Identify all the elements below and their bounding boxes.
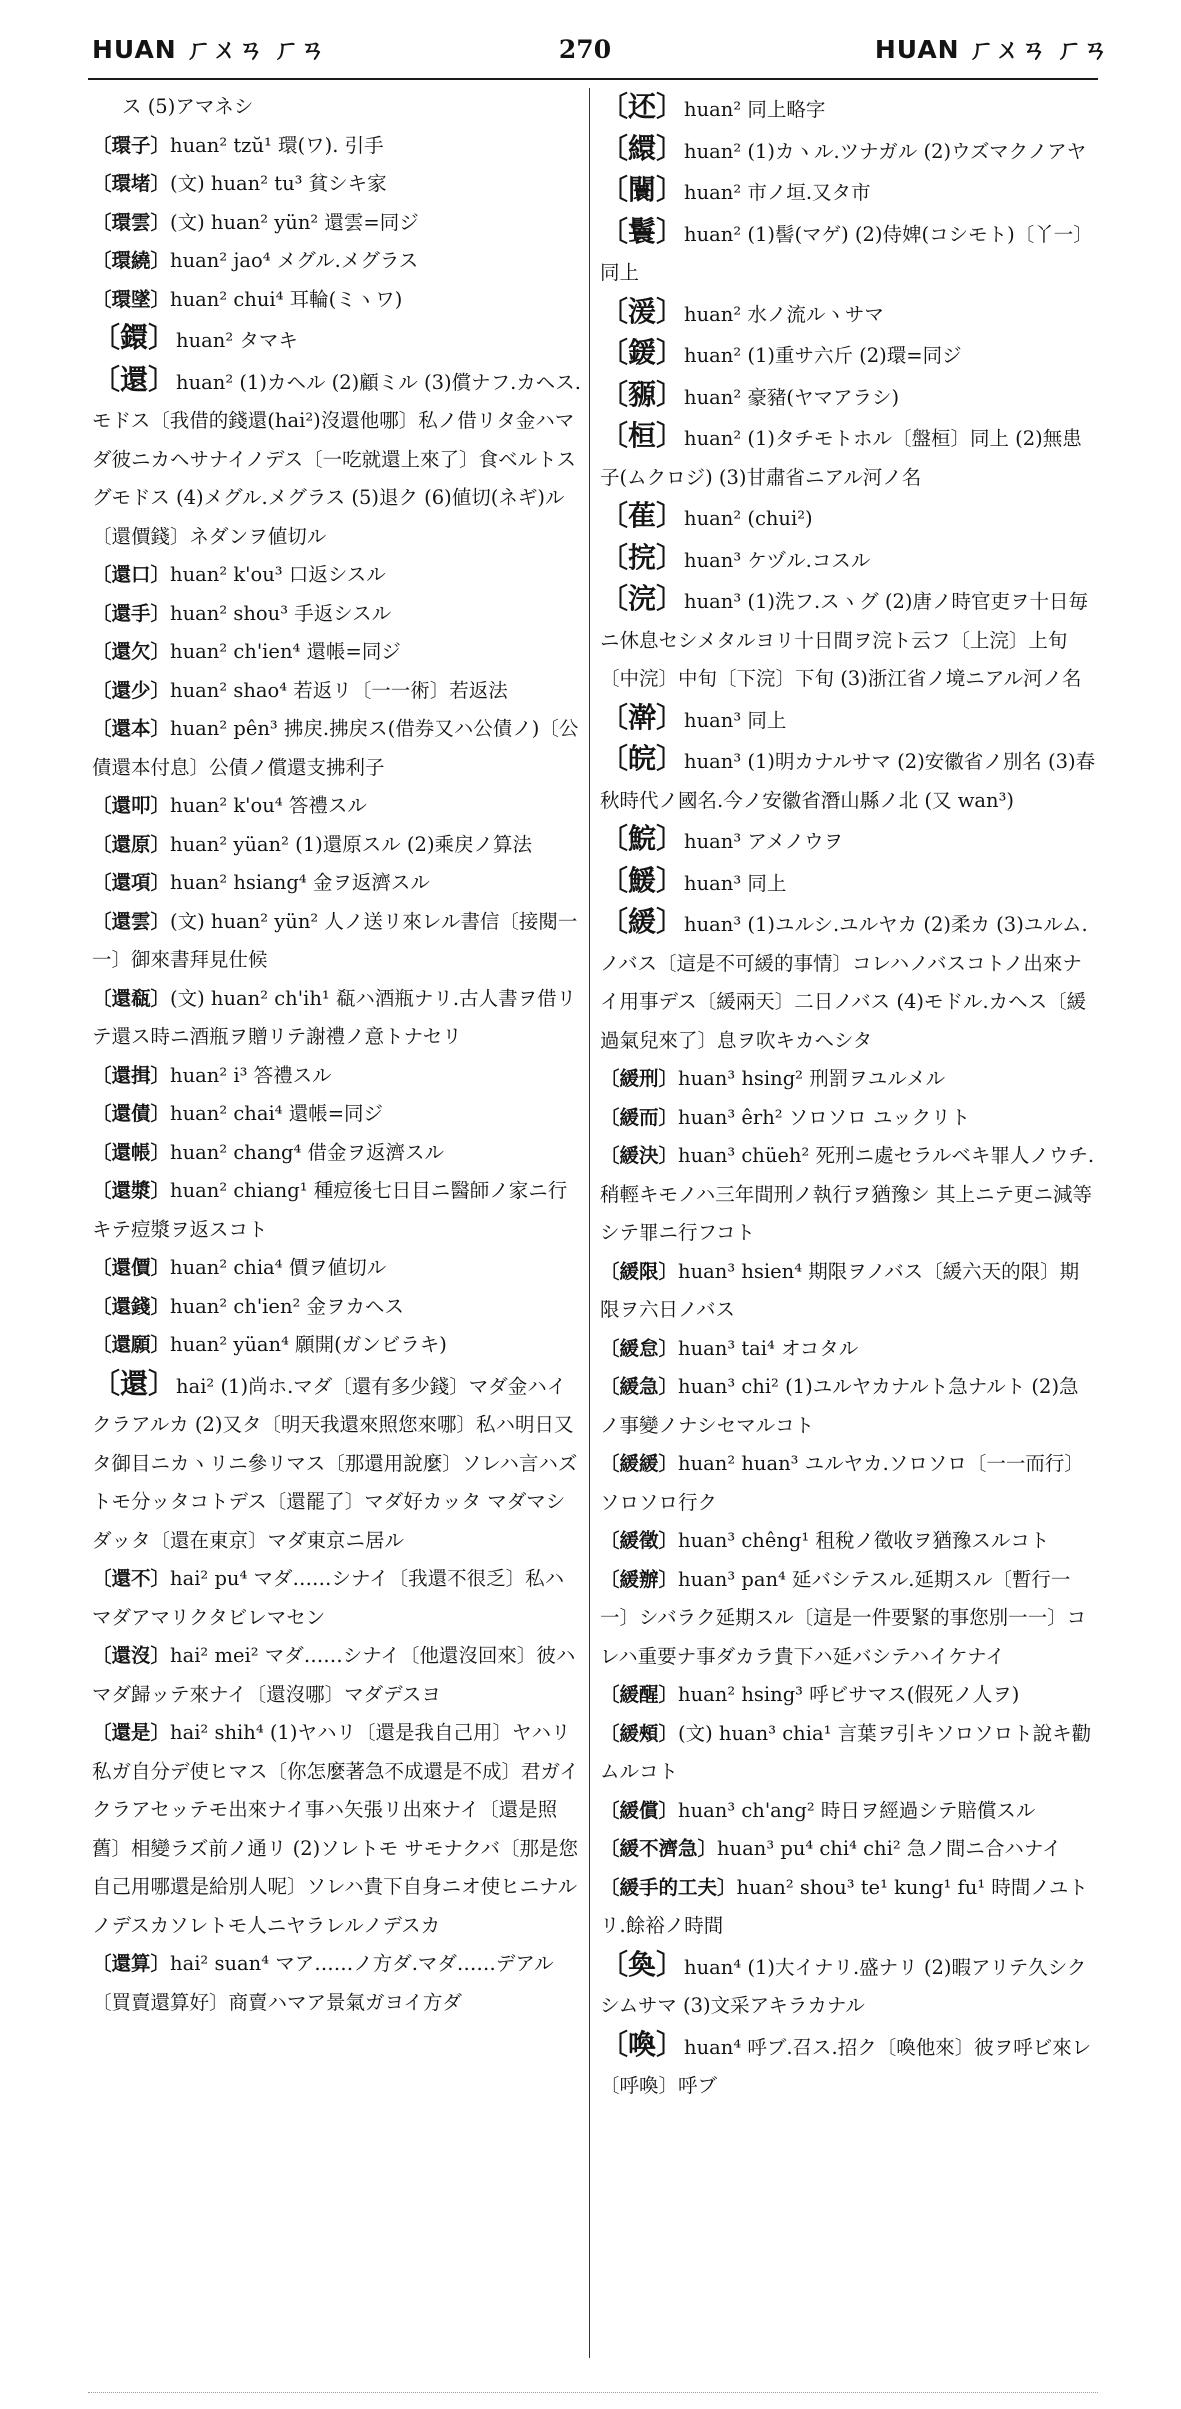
entry-headword: 〔皖〕 [600,742,685,775]
entry-definition: huan² (1)タチモトホル〔盤桓〕同上 (2)無患子(ムクロジ) (3)甘肅省ニアル河ノ名 [600,427,1082,489]
dictionary-entry [600,171,1098,213]
dictionary-entry [92,787,582,826]
entry-headword: 〔緩怠〕 [600,1336,679,1360]
entry-headword: 〔桓〕 [600,419,685,452]
entry-definition: huan² shao⁴ 若返リ〔一一術〕若返法 [170,678,508,702]
entry-definition: huan³ (1)洗フ.スヽグ (2)唐ノ時官吏ヲ十日毎ニ休息セシメタルヨリ十日間ヲ浣ト云フ〔上浣〕上旬〔中浣〕中旬〔下浣〕下旬 (3)浙江省ノ境ニアル河ノ名 [600,590,1088,690]
dictionary-entry [600,903,1098,1060]
entry-headword: 〔奐〕 [600,1947,685,1981]
entry-headword: 〔還不〕 [92,1567,171,1590]
entry-definition: huan⁴ 呼ブ.召ス.招ク〔喚他來〕彼ヲ呼ビ來レ〔呼喚〕呼ブ [600,2035,1092,2097]
dictionary-entry [92,1057,582,1096]
right-column [600,88,1098,2358]
entry-definition: huan³ tai⁴ オコタル [678,1336,859,1360]
entry-definition: huan² yüan⁴ 願開(ガンビラキ) [170,1333,447,1356]
dictionary-entry [600,1330,1098,1369]
entry-definition: huan² hsing³ 呼ビサマス(假死ノ人ヲ) [678,1683,1020,1706]
entry-headword: 〔緩而〕 [600,1105,679,1129]
entry-headword: 〔還〕 [92,1366,177,1400]
dictionary-entry [600,1368,1098,1445]
entry-headword: 〔還願〕 [92,1333,171,1356]
entry-headword: 〔還瓻〕 [92,986,171,1010]
entry-headword: 〔緩辦〕 [600,1567,679,1591]
entry-definition: huan² huan³ ユルヤカ.ソロソロ〔一一而行〕ソロソロ行ク [600,1452,1084,1514]
entry-definition: huan² shou³ 手返シスル [170,601,392,625]
dictionary-entry [92,165,582,204]
dictionary-entry [600,1253,1098,1330]
entry-definition: hai² pu⁴ マダ……シナイ〔我還不很乏〕私ハマダアマリクタビレマセン [92,1567,565,1629]
entry-definition: (文) huan² yün² 還雲=同ジ [170,210,419,234]
entry-headword: 〔還少〕 [92,678,171,702]
entry-definition: huan² (1)カヽル.ツナガル (2)ウズマクノアヤ [684,139,1087,163]
dictionary-entry [600,213,1098,293]
entry-headword: 〔萑〕 [600,499,685,532]
entry-definition: hai² suan⁴ マア……ノ方ダ.マダ……デアル〔買賣還算好〕商賣ハマア景氣ガヨイ方ダ [92,1952,554,2014]
entry-headword: 〔還是〕 [92,1721,171,1744]
entry-definition: huan³ ch'ang² 時日ヲ經過シテ賠償スル [678,1798,1036,1822]
entry-headword: 〔緩〕 [600,905,685,938]
entry-headword: 〔還價〕 [92,1256,171,1279]
dictionary-entry [600,539,1098,581]
dictionary-entry [92,1134,582,1173]
entry-definition: huan² chia⁴ 價ヲ値切ル [170,1256,387,1279]
dictionary-entry [600,699,1098,741]
entry-definition: (文) huan² tu³ 貧シキ家 [170,172,387,195]
dictionary-entry [92,242,582,281]
dictionary-entry [92,1365,582,1561]
dictionary-entry [92,361,582,557]
dictionary-entry [600,88,1098,130]
entry-headword: 〔還叩〕 [92,794,171,817]
dictionary-entry [600,1869,1098,1946]
dictionary-entry [600,2026,1098,2106]
entry-definition: huan² (1)カヘル (2)顧ミル (3)償ナフ.カヘス.モドス〔我借的錢還(hai²)沒還他哪〕私ノ借リタ金ハマダ彼ニカヘサナイノデス〔一吃就還上來了〕食ベルトスグモドス (4)メグル.メグラス (5)退ク (6)値切(ネギ)ル〔還價錢〕ネダンヲ値切ル [92,370,581,548]
entry-headword: 〔緩徵〕 [600,1529,679,1552]
entry-headword: 〔捖〕 [600,540,685,574]
entry-headword: 〔喚〕 [600,2027,685,2061]
header-rule [88,78,1098,80]
entry-definition: huan² (1)髻(マゲ) (2)侍婢(コシモト)〔丫一〕同上 [600,222,1093,284]
entry-headword: 〔還錢〕 [92,1294,171,1318]
entry-definition: hai² shih⁴ (1)ヤハリ〔還是我自己用〕ヤハリ私ガ自分デ使ヒマス〔你怎麼著急不成還是不成〕君ガイクラアセッテモ出來ナイ事ハ矢張リ出來ナイ〔還是照舊〕相變ラズ前ノ通リ (2)ソレトモ サモナクバ〔那是您自己用哪還是給別人呢〕ソレハ貴下自身ニオ使ヒニナルノデスカソレトモ人ニヤラレルノデスカ [92,1721,579,1937]
page-number: 270 [558,35,612,64]
entry-definition: huan² ch'ien² 金ヲカヘス [170,1294,405,1318]
entry-definition: huan² pên³ 拂戻.拂戻ス(借券又ハ公債ノ)〔公債還本付息〕公債ノ償還支拂利子 [92,717,579,779]
dictionary-entry [92,1326,582,1365]
entry-headword: 〔浣〕 [600,582,685,615]
running-header-left: HUAN ㄏㄨㄢ ㄏㄢ [92,35,327,64]
entry-headword: 〔還手〕 [92,601,171,625]
entry-definition: hai² (1)尚ホ.マダ〔還有多少錢〕マダ金ハイクラアルカ (2)又タ〔明天我還來照您來哪〕私ハ明日又タ御目ニカヽリニ參リマス〔那還用說麼〕ソレハ言ハズトモ分ッタコトデス〔還罷了〕マダ好カッタ マダマシダッタ〔還在東京〕マダ東京ニ居ル [92,1374,578,1552]
dictionary-entry [600,130,1098,172]
entry-definition: huan² タマキ [176,329,298,352]
entry-definition: huan² 同上略字 [684,98,826,121]
dictionary-entry [600,1522,1098,1561]
entry-definition: huan² shou³ te¹ kung¹ fu¹ 時間ノユトリ.餘裕ノ時間 [600,1875,1088,1937]
entry-headword: 〔還算〕 [92,1952,171,1975]
entry-headword: 〔還原〕 [92,832,171,856]
dictionary-entry [600,1946,1098,2026]
entry-headword: 〔還雲〕 [92,909,171,933]
entry-headword: 〔緩刑〕 [600,1067,679,1090]
dictionary-entry [600,334,1098,376]
entry-definition: huan² chang⁴ 借金ヲ返濟スル [170,1140,444,1164]
entry-definition: huan³ pu⁴ chi⁴ chi² 急ノ間ニ合ハナイ [717,1837,1062,1860]
entry-definition: huan³ hsing² 刑罰ヲユルメル [678,1067,946,1090]
dictionary-entry [92,826,582,865]
bottom-border [88,2392,1098,2393]
entry-definition: huan² tzŭ¹ 環(ワ). 引手 [170,133,384,157]
entry-headword: 〔緩醒〕 [600,1683,679,1706]
dictionary-entry [92,1249,582,1288]
entry-definition: huan³ hsien⁴ 期限ヲノバス〔緩六天的限〕期限ヲ六日ノバス [600,1259,1080,1321]
entry-headword: 〔還揖〕 [92,1063,171,1087]
dictionary-entry [600,417,1098,497]
entry-headword: 〔還欠〕 [92,640,171,663]
entry-definition: huan² hsiang⁴ 金ヲ返濟スル [170,871,430,894]
dictionary-entry [600,1060,1098,1099]
entry-headword: 〔鬟〕 [600,214,685,248]
dictionary-entry [600,820,1098,862]
entry-definition: huan² 豪豬(ヤマアラシ) [684,385,900,409]
dictionary-entry [92,88,582,127]
dictionary-entry [92,319,582,361]
entry-definition: huan³ (1)ユルシ.ユルヤカ (2)柔カ (3)ユルム.ノバス〔這是不可緩的事情〕コレハノバスコトノ出來ナイ用事デス〔緩兩天〕二日ノバス (4)モドル.カヘス〔緩過氣兒來了〕息ヲ吹キカヘシタ [600,913,1088,1052]
entry-headword: 〔还〕 [600,90,685,123]
entry-definition: huan² chai⁴ 還帳=同ジ [170,1102,384,1125]
entry-definition: huan² (chui²) [684,507,813,530]
entry-definition: huan⁴ (1)大イナリ.盛ナリ (2)暇アリテ久シクシムサマ (3)文采アキラカナル [600,1955,1087,2017]
entry-definition: (文) huan² ch'ih¹ 瓻ハ酒瓶ナリ.古人書ヲ借リテ還ス時ニ酒瓶ヲ贈リテ謝禮ノ意トナセリ [92,986,577,1048]
dictionary-entry [92,1095,582,1134]
entry-definition: huan³ pan⁴ 延バシテスル.延期スル〔暫行一一〕シバラク延期スル〔這是一件要緊的事您別一一〕コレハ重要ナ事ダカラ貴下ハ延バシテハイケナイ [600,1567,1087,1668]
entry-definition: huan² k'ou³ 口返シスル [170,563,386,586]
entry-headword: 〔緩急〕 [600,1375,679,1398]
dictionary-entry [600,1445,1098,1522]
entry-definition: hai² mei² マダ……シナイ〔他還沒回來〕彼ハマダ歸ッテ來ナイ〔還沒哪〕マダデスヨ [92,1644,576,1706]
dictionary-entry [92,672,582,711]
dictionary-entry [600,580,1098,699]
entry-definition: huan² jao⁴ メグル.メグラス [170,249,419,272]
entry-headword: 〔環雲〕 [92,210,171,234]
dictionary-entry [92,980,582,1057]
dictionary-entry [92,204,582,243]
entry-definition: (文) huan² yün² 人ノ送リ來レル書信〔接閱一一〕御來書拜見仕候 [92,909,578,971]
entry-headword: 〔闤〕 [600,173,685,206]
entry-definition: huan³ 同上 [684,708,787,732]
entry-definition: huan³ chüeh² 死刑ニ處セラルベキ罪人ノウチ.稍輕キモノハ三年間刑ノ執行ヲ猶豫シ 其上ニテ更ニ減等シテ罪ニ行フコト [600,1144,1095,1244]
dictionary-entry [600,862,1098,904]
left-column [92,88,582,2358]
entry-headword: 〔鐶〕 [92,321,177,354]
dictionary-entry [600,1099,1098,1138]
dictionary-entry [92,1172,582,1249]
entry-headword: 〔緩緩〕 [600,1452,679,1475]
entry-definition: huan² yüan² (1)還原スル (2)乘戻ノ算法 [170,832,533,856]
dictionary-entry [600,1561,1098,1677]
entry-definition: huan³ chêng¹ 租稅ノ徵收ヲ猶豫スルコト [678,1529,1050,1552]
entry-headword: 〔還債〕 [92,1102,171,1125]
entry-headword: 〔環繞〕 [92,249,171,272]
entry-headword: 〔還項〕 [92,871,171,894]
dictionary-entry [600,740,1098,820]
entry-definition: huan² k'ou⁴ 答禮スル [170,794,367,817]
entry-definition: huan³ êrh² ソロソロ ユックリト [678,1105,971,1129]
dictionary-entry [92,1288,582,1327]
entry-definition: huan³ chi² (1)ユルヤカナルト急ナルト (2)急ノ事變ノナシセマルコト [600,1375,1079,1437]
dictionary-entry [92,1560,582,1637]
entry-headword: 〔澣〕 [600,700,685,734]
dictionary-entry [600,497,1098,539]
entry-definition: huan² 市ノ垣.又タ市 [684,181,871,204]
entry-definition: huan² chui⁴ 耳輪(ミヽワ) [170,287,403,311]
entry-definition: huan³ (1)明カナルサマ (2)安徽省ノ別名 (3)春秋時代ノ國名.今ノ安徽省潛山縣ノ北 (又 wan³) [600,750,1096,812]
dictionary-entry [600,1792,1098,1831]
entry-definition: huan² i³ 答禮スル [170,1063,332,1087]
entry-definition: ス (5)アマネシ [122,95,254,118]
entry-headword: 〔還帳〕 [92,1140,171,1164]
dictionary-entry [600,1830,1098,1869]
dictionary-entry [92,633,582,672]
entry-headword: 〔還漿〕 [92,1179,171,1202]
entry-definition: huan² 水ノ流ルヽサマ [684,302,884,326]
dictionary-entry [92,127,582,166]
dictionary-entry [92,595,582,634]
entry-headword: 〔環子〕 [92,133,171,157]
entry-headword: 〔還沒〕 [92,1644,171,1667]
dictionary-entry [92,1945,582,2022]
entry-headword: 〔緩手的工夫〕 [600,1875,737,1899]
entry-headword: 〔緩不濟急〕 [600,1837,718,1860]
entry-headword: 〔還口〕 [92,563,171,586]
entry-headword: 〔繯〕 [600,131,685,165]
dictionary-entry [92,903,582,980]
entry-headword: 〔鯇〕 [600,822,685,855]
entry-definition: huan³ アメノウヲ [684,830,844,853]
entry-headword: 〔緩限〕 [600,1259,679,1283]
dictionary-entry [92,1714,582,1945]
entry-definition: (文) huan³ chia¹ 言葉ヲ引キソロソロト說キ勸ムルコト [600,1721,1092,1783]
dictionary-entry [92,556,582,595]
entry-headword: 〔環墜〕 [92,287,171,311]
dictionary-entry [600,1137,1098,1253]
dictionary-entry [600,1676,1098,1715]
entry-headword: 〔還〕 [92,362,177,396]
dictionary-entry [92,281,582,320]
entry-definition: huan³ 同上 [684,871,787,895]
dictionary-entry [600,1715,1098,1792]
entry-headword: 〔環堵〕 [92,172,171,195]
entry-headword: 〔緩決〕 [600,1144,679,1167]
entry-headword: 〔鰀〕 [600,863,685,897]
entry-definition: huan³ ケヅル.コスル [684,548,871,572]
entry-headword: 〔緩償〕 [600,1798,679,1822]
column-divider [589,88,590,2358]
entry-headword: 〔還本〕 [92,717,171,740]
dictionary-entry [600,376,1098,418]
entry-definition: huan² chiang¹ 種痘後七日目ニ醫師ノ家ニ行キテ痘漿ヲ返スコト [92,1179,568,1241]
entry-headword: 〔豲〕 [600,377,685,411]
entry-definition: huan² ch'ien⁴ 還帳=同ジ [170,640,401,663]
entry-definition: huan² (1)重サ六斤 (2)環=同ジ [684,344,962,367]
dictionary-entry [92,864,582,903]
entry-headword: 〔湲〕 [600,294,685,328]
dictionary-entry [92,1637,582,1714]
entry-headword: 〔緩頰〕 [600,1721,679,1745]
running-header-right: HUAN ㄏㄨㄢ ㄏㄢ [874,35,1109,64]
dictionary-entry [92,710,582,787]
entry-headword: 〔鍰〕 [600,336,685,369]
dictionary-entry [600,293,1098,335]
